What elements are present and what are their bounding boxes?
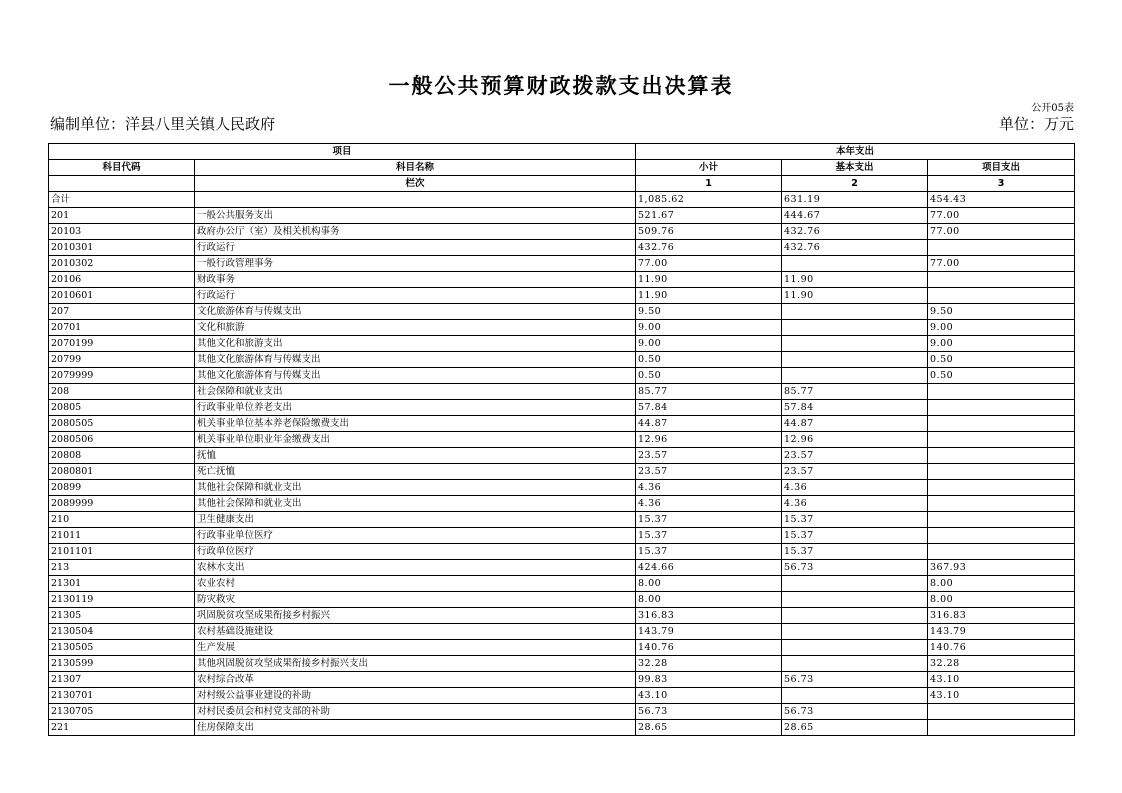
cell-name: 巩固脱贫攻坚成果衔接乡村振兴 — [195, 608, 636, 624]
cell-name: 政府办公厅（室）及相关机构事务 — [195, 224, 636, 240]
cell-basic — [782, 688, 928, 704]
table-row — [49, 240, 1075, 256]
cell-subtotal: 23.57 — [636, 448, 782, 464]
cell-code: 2130599 — [49, 656, 195, 672]
expenditure-table — [48, 143, 1075, 736]
cell-project — [928, 432, 1075, 448]
table-row — [49, 496, 1075, 512]
table-row — [49, 320, 1075, 336]
cell-basic: 432.76 — [782, 224, 928, 240]
table-row — [49, 256, 1075, 272]
table-row — [49, 384, 1075, 400]
cell-subtotal: 28.65 — [636, 720, 782, 736]
cell-name: 其他文化旅游体育与传媒支出 — [195, 352, 636, 368]
cell-project: 77.00 — [928, 208, 1075, 224]
cell-name: 机关事业单位职业年金缴费支出 — [195, 432, 636, 448]
cell-code: 2089999 — [49, 496, 195, 512]
cell-basic — [782, 576, 928, 592]
header-row-sequence — [49, 176, 1075, 192]
cell-code: 201 — [49, 208, 195, 224]
cell-name: 卫生健康支出 — [195, 512, 636, 528]
table-row — [49, 592, 1075, 608]
cell-subtotal: 521.67 — [636, 208, 782, 224]
cell-project — [928, 272, 1075, 288]
cell-basic: 12.96 — [782, 432, 928, 448]
table-row — [49, 544, 1075, 560]
column-header-code: 科目代码 — [49, 160, 195, 176]
table-body — [49, 192, 1075, 736]
cell-basic — [782, 608, 928, 624]
cell-basic: 4.36 — [782, 496, 928, 512]
cell-code: 20701 — [49, 320, 195, 336]
table-row — [49, 608, 1075, 624]
cell-basic: 23.57 — [782, 448, 928, 464]
column-header-name: 科目名称 — [195, 160, 636, 176]
cell-subtotal: 432.76 — [636, 240, 782, 256]
header-row-group — [49, 144, 1075, 160]
cell-basic: 432.76 — [782, 240, 928, 256]
cell-subtotal: 77.00 — [636, 256, 782, 272]
cell-subtotal: 9.50 — [636, 304, 782, 320]
header-row-columns — [49, 160, 1075, 176]
table-row — [49, 416, 1075, 432]
table-row — [49, 224, 1075, 240]
cell-project: 9.50 — [928, 304, 1075, 320]
cell-project — [928, 496, 1075, 512]
cell-code: 2101101 — [49, 544, 195, 560]
cell-basic: 11.90 — [782, 272, 928, 288]
sequence-label: 栏次 — [195, 176, 636, 192]
cell-subtotal: 23.57 — [636, 464, 782, 480]
cell-subtotal: 0.50 — [636, 352, 782, 368]
cell-name: 农村综合改革 — [195, 672, 636, 688]
cell-subtotal: 15.37 — [636, 544, 782, 560]
table-row — [49, 560, 1075, 576]
sequence-code-cell — [49, 176, 195, 192]
cell-project — [928, 288, 1075, 304]
cell-basic — [782, 624, 928, 640]
cell-subtotal: 15.37 — [636, 512, 782, 528]
cell-name: 生产发展 — [195, 640, 636, 656]
cell-basic: 11.90 — [782, 288, 928, 304]
cell-subtotal: 15.37 — [636, 528, 782, 544]
cell-code: 207 — [49, 304, 195, 320]
cell-basic: 23.57 — [782, 464, 928, 480]
cell-project — [928, 512, 1075, 528]
cell-subtotal: 32.28 — [636, 656, 782, 672]
cell-name: 一般公共服务支出 — [195, 208, 636, 224]
cell-basic: 4.36 — [782, 480, 928, 496]
cell-name: 农业农村 — [195, 576, 636, 592]
table-row — [49, 528, 1075, 544]
cell-project: 43.10 — [928, 688, 1075, 704]
cell-code: 20805 — [49, 400, 195, 416]
cell-project: 77.00 — [928, 224, 1075, 240]
cell-project — [928, 384, 1075, 400]
cell-basic — [782, 640, 928, 656]
cell-project — [928, 704, 1075, 720]
form-number: 公开05表 — [1031, 103, 1074, 114]
cell-project — [928, 240, 1075, 256]
cell-code: 2080506 — [49, 432, 195, 448]
cell-code: 2130705 — [49, 704, 195, 720]
cell-subtotal: 44.87 — [636, 416, 782, 432]
cell-name: 行政事业单位医疗 — [195, 528, 636, 544]
cell-basic: 15.37 — [782, 512, 928, 528]
sequence-2: 2 — [782, 176, 928, 192]
page-title: 一般公共预算财政拨款支出决算表 — [388, 74, 734, 98]
cell-basic: 56.73 — [782, 704, 928, 720]
cell-name: 一般行政管理事务 — [195, 256, 636, 272]
table-row — [49, 368, 1075, 384]
cell-project — [928, 464, 1075, 480]
table-row — [49, 448, 1075, 464]
cell-name: 财政事务 — [195, 272, 636, 288]
cell-subtotal: 4.36 — [636, 480, 782, 496]
cell-code: 2070199 — [49, 336, 195, 352]
cell-project — [928, 416, 1075, 432]
table-row — [49, 272, 1075, 288]
cell-basic: 57.84 — [782, 400, 928, 416]
cell-code: 2080505 — [49, 416, 195, 432]
cell-name: 其他文化旅游体育与传媒支出 — [195, 368, 636, 384]
sequence-3: 3 — [928, 176, 1075, 192]
cell-subtotal: 43.10 — [636, 688, 782, 704]
cell-project: 9.00 — [928, 320, 1075, 336]
table-row — [49, 304, 1075, 320]
column-header-subtotal: 小计 — [636, 160, 782, 176]
cell-subtotal: 140.76 — [636, 640, 782, 656]
cell-subtotal: 424.66 — [636, 560, 782, 576]
cell-project: 367.93 — [928, 560, 1075, 576]
cell-project: 143.79 — [928, 624, 1075, 640]
cell-basic — [782, 592, 928, 608]
cell-name: 其他社会保障和就业支出 — [195, 496, 636, 512]
cell-project: 32.28 — [928, 656, 1075, 672]
cell-code: 221 — [49, 720, 195, 736]
cell-subtotal: 8.00 — [636, 576, 782, 592]
cell-name: 行政单位医疗 — [195, 544, 636, 560]
cell-code: 2130119 — [49, 592, 195, 608]
cell-name: 其他文化和旅游支出 — [195, 336, 636, 352]
cell-subtotal: 85.77 — [636, 384, 782, 400]
column-header-basic: 基本支出 — [782, 160, 928, 176]
cell-subtotal: 1,085.62 — [636, 192, 782, 208]
cell-code: 21307 — [49, 672, 195, 688]
cell-project — [928, 480, 1075, 496]
preparing-unit: 编制单位：洋县八里关镇人民政府 — [50, 115, 276, 133]
cell-project: 8.00 — [928, 576, 1075, 592]
cell-subtotal: 509.76 — [636, 224, 782, 240]
cell-name: 对村级公益事业建设的补助 — [195, 688, 636, 704]
cell-project: 43.10 — [928, 672, 1075, 688]
cell-subtotal: 9.00 — [636, 336, 782, 352]
cell-project: 0.50 — [928, 368, 1075, 384]
cell-subtotal: 57.84 — [636, 400, 782, 416]
cell-basic — [782, 304, 928, 320]
cell-name: 死亡抚恤 — [195, 464, 636, 480]
table-row — [49, 704, 1075, 720]
cell-name: 防灾救灾 — [195, 592, 636, 608]
cell-subtotal: 316.83 — [636, 608, 782, 624]
cell-project: 9.00 — [928, 336, 1075, 352]
table-row — [49, 464, 1075, 480]
cell-subtotal: 12.96 — [636, 432, 782, 448]
cell-basic: 44.87 — [782, 416, 928, 432]
cell-code: 20103 — [49, 224, 195, 240]
cell-code: 2010301 — [49, 240, 195, 256]
cell-basic — [782, 320, 928, 336]
table-row — [49, 576, 1075, 592]
cell-name: 抚恤 — [195, 448, 636, 464]
cell-name: 其他巩固脱贫攻坚成果衔接乡村振兴支出 — [195, 656, 636, 672]
table-row — [49, 480, 1075, 496]
cell-code: 2130504 — [49, 624, 195, 640]
cell-name: 行政事业单位养老支出 — [195, 400, 636, 416]
cell-code: 21011 — [49, 528, 195, 544]
table-row — [49, 352, 1075, 368]
cell-name: 其他社会保障和就业支出 — [195, 480, 636, 496]
cell-project: 8.00 — [928, 592, 1075, 608]
table-row — [49, 336, 1075, 352]
cell-name: 农村基础设施建设 — [195, 624, 636, 640]
cell-project — [928, 544, 1075, 560]
table-row — [49, 656, 1075, 672]
cell-basic: 56.73 — [782, 560, 928, 576]
column-header-project: 项目支出 — [928, 160, 1075, 176]
cell-project — [928, 400, 1075, 416]
cell-code: 208 — [49, 384, 195, 400]
table-row — [49, 624, 1075, 640]
cell-basic — [782, 368, 928, 384]
cell-subtotal: 9.00 — [636, 320, 782, 336]
cell-subtotal: 11.90 — [636, 272, 782, 288]
cell-project — [928, 720, 1075, 736]
cell-project — [928, 528, 1075, 544]
cell-code: 2079999 — [49, 368, 195, 384]
cell-project: 140.76 — [928, 640, 1075, 656]
cell-name: 住房保障支出 — [195, 720, 636, 736]
cell-subtotal: 0.50 — [636, 368, 782, 384]
table-row — [49, 192, 1075, 208]
cell-code: 2130505 — [49, 640, 195, 656]
cell-subtotal: 99.83 — [636, 672, 782, 688]
cell-code: 2130701 — [49, 688, 195, 704]
cell-project: 77.00 — [928, 256, 1075, 272]
cell-code: 2010601 — [49, 288, 195, 304]
cell-name: 机关事业单位基本养老保险缴费支出 — [195, 416, 636, 432]
currency-unit: 单位：万元 — [998, 115, 1074, 133]
cell-basic: 15.37 — [782, 544, 928, 560]
cell-basic: 631.19 — [782, 192, 928, 208]
cell-name: 对村民委员会和村党支部的补助 — [195, 704, 636, 720]
cell-code: 20106 — [49, 272, 195, 288]
header-item: 项目 — [49, 144, 636, 160]
cell-subtotal: 143.79 — [636, 624, 782, 640]
table-row — [49, 640, 1075, 656]
cell-name: 行政运行 — [195, 288, 636, 304]
cell-name — [195, 192, 636, 208]
cell-name: 文化和旅游 — [195, 320, 636, 336]
cell-code: 20799 — [49, 352, 195, 368]
cell-subtotal: 11.90 — [636, 288, 782, 304]
cell-project — [928, 448, 1075, 464]
cell-name: 文化旅游体育与传媒支出 — [195, 304, 636, 320]
cell-basic — [782, 352, 928, 368]
cell-project: 454.43 — [928, 192, 1075, 208]
cell-basic — [782, 656, 928, 672]
cell-basic: 28.65 — [782, 720, 928, 736]
table-row — [49, 720, 1075, 736]
cell-code: 21301 — [49, 576, 195, 592]
cell-name: 农林水支出 — [195, 560, 636, 576]
table-row — [49, 400, 1075, 416]
sequence-1: 1 — [636, 176, 782, 192]
cell-code: 20808 — [49, 448, 195, 464]
cell-code: 合计 — [49, 192, 195, 208]
cell-code: 21305 — [49, 608, 195, 624]
table-row — [49, 512, 1075, 528]
cell-project: 0.50 — [928, 352, 1075, 368]
header-current-year: 本年支出 — [636, 144, 1075, 160]
cell-basic — [782, 256, 928, 272]
cell-code: 2010302 — [49, 256, 195, 272]
cell-basic: 56.73 — [782, 672, 928, 688]
table-row — [49, 688, 1075, 704]
cell-basic: 15.37 — [782, 528, 928, 544]
cell-subtotal: 8.00 — [636, 592, 782, 608]
table-row — [49, 432, 1075, 448]
cell-code: 2080801 — [49, 464, 195, 480]
cell-name: 行政运行 — [195, 240, 636, 256]
cell-code: 20899 — [49, 480, 195, 496]
cell-code: 210 — [49, 512, 195, 528]
table-row — [49, 288, 1075, 304]
table-row — [49, 672, 1075, 688]
table-row — [49, 208, 1075, 224]
cell-basic — [782, 336, 928, 352]
cell-subtotal: 4.36 — [636, 496, 782, 512]
cell-basic: 85.77 — [782, 384, 928, 400]
cell-basic: 444.67 — [782, 208, 928, 224]
cell-subtotal: 56.73 — [636, 704, 782, 720]
cell-project: 316.83 — [928, 608, 1075, 624]
cell-code: 213 — [49, 560, 195, 576]
cell-name: 社会保障和就业支出 — [195, 384, 636, 400]
